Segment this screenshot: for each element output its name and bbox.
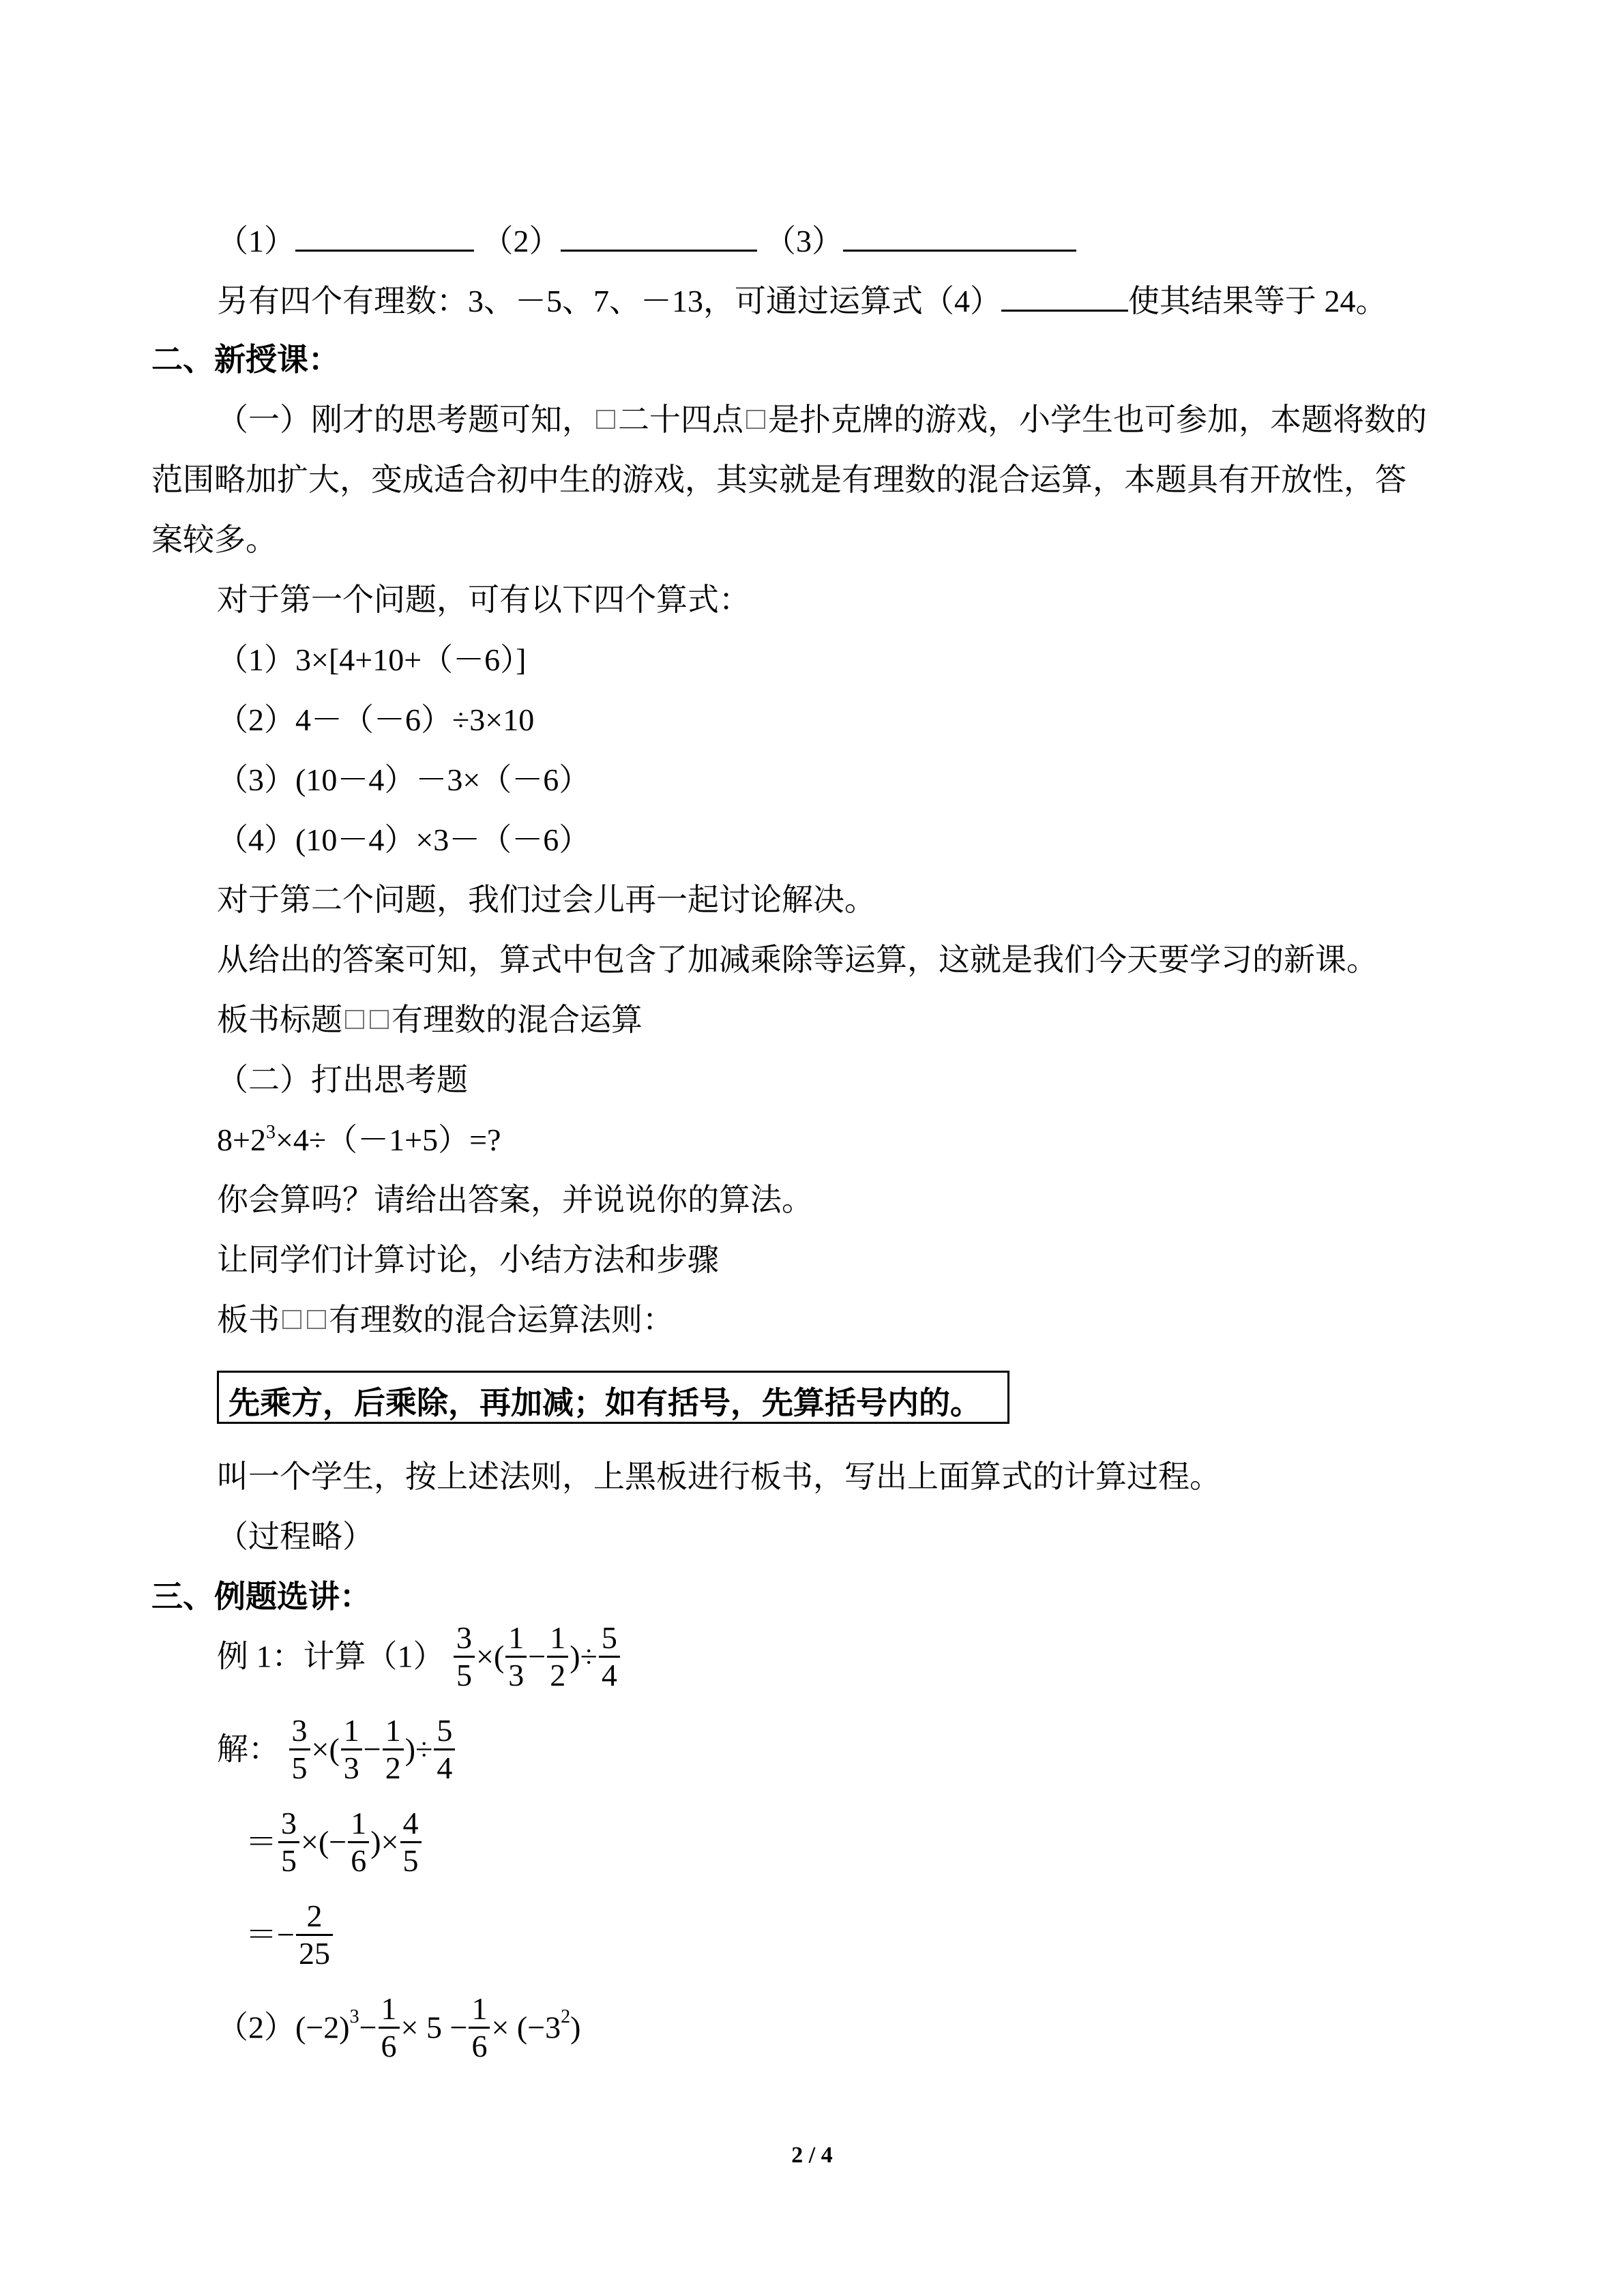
frac-3-5-num: 3 (281, 1806, 297, 1840)
op-minus: − (329, 1824, 347, 1860)
formula-3: （3）(10－4）－3×（－6） (217, 762, 591, 797)
section2-heading: 二、新授课： (151, 342, 340, 377)
rparen: ) (404, 1731, 416, 1767)
frac-1-6-num: 1 (351, 1806, 367, 1840)
rule-box (217, 1371, 1009, 1424)
section3-heading: 三、例题选讲： (151, 1579, 371, 1614)
another-text-a: 另有四个有理数：3、－5、7、－13，可通过运算式（4） (217, 284, 1001, 318)
board-rule-prefix: 板书 (217, 1302, 280, 1337)
think-expr-a: 8+2 (217, 1122, 266, 1157)
formula-1: （1）3×[4+10+（－6）] (217, 642, 527, 677)
frac-5-4 (434, 1713, 455, 1786)
part2-label: （2） (217, 2010, 295, 2045)
part2-title: （二）打出思考题 (217, 1062, 468, 1097)
frac-3-5 (289, 1713, 310, 1786)
lparen: ( (493, 1639, 505, 1674)
frac-1-6 (469, 1991, 490, 2064)
frac-1-2-num: 1 (550, 1620, 566, 1655)
page-number: 2 / 4 (791, 2143, 833, 2168)
equals-sign: ＝ (246, 1917, 277, 1952)
frac-3-5-den: 5 (278, 1841, 299, 1879)
frac-1-6-num: 1 (381, 1991, 397, 2026)
answer-blank-2[interactable] (561, 220, 757, 252)
think-expr-exponent: 3 (265, 1122, 276, 1143)
part2-exponent-3: 3 (349, 2006, 359, 2028)
para1-line3: 案较多。 (151, 522, 277, 557)
dash-glyph-4 (307, 1310, 326, 1329)
blank-label-3: （3） (765, 224, 843, 258)
frac-5-4 (599, 1620, 620, 1693)
frac-2-25-num: 2 (306, 1898, 323, 1933)
frac-5-4-den: 4 (434, 1748, 455, 1786)
frac-3-5-num: 3 (456, 1620, 472, 1655)
quote-close-glyph (746, 410, 765, 429)
solution-line-1 (217, 1713, 456, 1786)
solution-line-2 (246, 1806, 423, 1879)
frac-1-3-num: 1 (508, 1620, 525, 1655)
frac-1-6 (379, 1991, 400, 2064)
rule-text: 先乘方，后乘除，再加减；如有括号，先算括号内的。 (228, 1386, 981, 1420)
part2-times5: × 5 − (400, 2010, 468, 2045)
dash-glyph-3 (282, 1310, 301, 1329)
op-times: × (476, 1639, 494, 1674)
board-rule-text: 有理数的混合运算法则： (329, 1302, 674, 1337)
blanks-line (217, 220, 1076, 262)
solution-line-3 (246, 1898, 334, 1971)
rparen: ) (370, 1824, 381, 1860)
quote-open-glyph (596, 410, 615, 429)
frac-3-5 (278, 1806, 299, 1879)
frac-1-6-den: 6 (469, 2027, 490, 2064)
frac-1-2-num: 1 (385, 1713, 401, 1748)
op-times: × (381, 1824, 399, 1860)
frac-1-2 (547, 1620, 568, 1693)
formula-4: （4）(10－4）×3－（－6） (217, 822, 591, 857)
para1-line1-b: 二十四点 (618, 402, 743, 437)
frac-4-5-den: 5 (400, 1841, 422, 1879)
op-div: ÷ (415, 1731, 433, 1767)
frac-3-5 (454, 1620, 475, 1693)
frac-3-5-num: 3 (291, 1713, 308, 1748)
op-minus: − (277, 1917, 295, 1952)
frac-1-6-den: 6 (379, 2027, 400, 2064)
frac-1-2 (383, 1713, 404, 1786)
example1-problem (217, 1620, 621, 1693)
op-times: × (311, 1731, 329, 1767)
op-times: × (301, 1824, 319, 1860)
board-title-prefix: 板书标题 (217, 1002, 342, 1037)
part2-tail: × (−3 (491, 2010, 561, 2045)
another-four-numbers (217, 280, 1387, 322)
op-minus: − (363, 1731, 381, 1767)
para1-line1-c: 是扑克牌的游戏，小学生也可参加，本题将数的 (768, 402, 1427, 437)
frac-1-6-num: 1 (471, 1991, 488, 2026)
lparen: ( (318, 1824, 329, 1860)
discuss: 让同学们计算讨论，小结方法和步骤 (217, 1242, 719, 1277)
think-expression (217, 1120, 501, 1161)
frac-1-2-den: 2 (383, 1748, 404, 1786)
part2-exponent-2: 2 (561, 2006, 571, 2028)
q1-intro: 对于第一个问题，可有以下四个算式： (217, 582, 750, 617)
frac-1-6 (348, 1806, 369, 1879)
can-you: 你会算吗？请给出答案，并说说你的算法。 (217, 1182, 813, 1217)
op-minus: − (359, 2010, 377, 2045)
process-text: （过程略） (217, 1519, 374, 1554)
frac-1-3-den: 3 (341, 1748, 362, 1786)
board-rule (217, 1300, 674, 1341)
answer-blank-3[interactable] (843, 220, 1076, 252)
frac-1-3 (505, 1620, 527, 1693)
solve-label: 解： (217, 1731, 280, 1767)
frac-1-3-den: 3 (505, 1656, 527, 1693)
lparen: ( (329, 1731, 340, 1767)
student-text: 叫一个学生，按上述法则，上黑板进行板书，写出上面算式的计算过程。 (217, 1459, 1221, 1494)
answer-blank-4[interactable] (1001, 280, 1128, 312)
from-answers: 从给出的答案可知，算式中包含了加减乘除等运算，这就是我们今天要学习的新课。 (217, 942, 1378, 977)
board-title (217, 1000, 643, 1041)
frac-5-4-num: 5 (601, 1620, 617, 1655)
frac-3-5-den: 5 (454, 1656, 475, 1693)
board-title-text: 有理数的混合运算 (392, 1002, 643, 1037)
formula-2: （2）4－（－6）÷3×10 (217, 702, 535, 737)
think-expr-b: ×4÷（－1+5）=? (275, 1122, 501, 1157)
frac-2-25-den: 25 (296, 1934, 333, 1971)
frac-4-5 (400, 1806, 422, 1879)
op-minus: − (528, 1639, 546, 1674)
dash-glyph-1 (345, 1010, 364, 1029)
dash-glyph-2 (370, 1010, 389, 1029)
frac-5-4-den: 4 (599, 1656, 620, 1693)
part2-close: ) (570, 2010, 581, 2045)
equals-sign: ＝ (246, 1824, 277, 1860)
frac-1-2-den: 2 (547, 1656, 568, 1693)
frac-5-4-num: 5 (437, 1713, 453, 1748)
para1-line2: 范围略加扩大，变成适合初中生的游戏，其实就是有理数的混合运算，本题具有开放性，答 (151, 462, 1406, 497)
frac-1-6-den: 6 (348, 1841, 369, 1879)
example1-label: 例 1：计算（1） (217, 1639, 445, 1674)
blank-label-2: （2） (482, 224, 561, 258)
op-div: ÷ (580, 1639, 597, 1674)
answer-blank-1[interactable] (295, 220, 474, 252)
rparen: ) (570, 1639, 580, 1674)
para1-line1-a: （一）刚才的思考题可知， (217, 402, 593, 437)
frac-1-3-num: 1 (343, 1713, 359, 1748)
frac-3-5-den: 5 (289, 1748, 310, 1786)
para1-line1 (217, 400, 1427, 441)
q2-text: 对于第二个问题，我们过会儿再一起讨论解决。 (217, 882, 876, 917)
frac-1-3 (341, 1713, 362, 1786)
another-text-b: 使其结果等于 24。 (1128, 284, 1387, 318)
example1-part2 (217, 1991, 580, 2064)
blank-label-1: （1） (217, 224, 295, 258)
frac-4-5-num: 4 (402, 1806, 419, 1840)
part2-base: (−2) (295, 2010, 350, 2045)
frac-2-25 (296, 1898, 333, 1971)
